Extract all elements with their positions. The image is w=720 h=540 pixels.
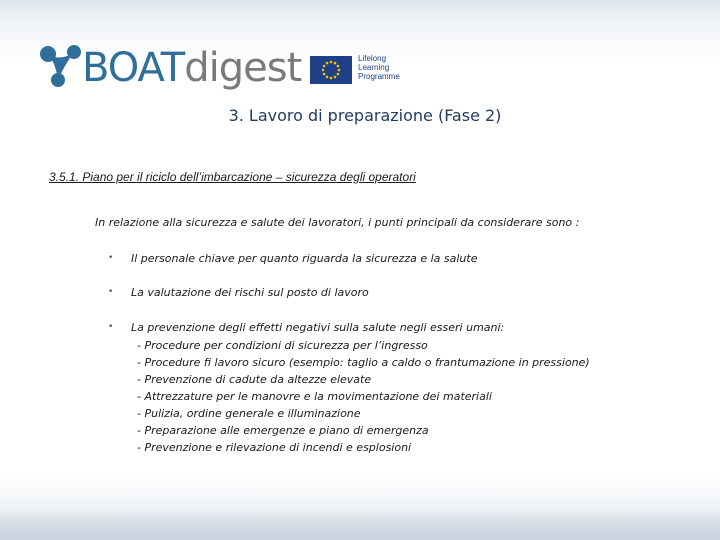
sub-list-item: - Pulizia, ordine generale e illuminazione (137, 407, 361, 420)
sub-list-item: - Prevenzione e rilevazione di incendi e esplosioni (137, 441, 412, 454)
sub-list-item: - Procedure per condizioni di sicurezza per l’ingresso (137, 339, 428, 352)
llp-line-3: Programme (358, 72, 400, 81)
llp-line-1: Lifelong (358, 54, 387, 63)
bullet-label: Il personale chiave per quanto riguarda la sicurezza e la salute (131, 252, 478, 265)
sub-list-item: - Procedure fi lavoro sicuro (esempio: taglio a caldo o frantumazione in pressione) (137, 356, 590, 369)
sub-list-item: - Attrezzature per le manovre e la movimentazione dei materiali (137, 390, 492, 403)
brand-prefix: BOAT (82, 45, 185, 91)
brand-wordmark (82, 44, 301, 92)
footer-band (0, 510, 720, 540)
bullet-marker: • (108, 287, 114, 297)
lifelong-learning-programme-label (358, 54, 400, 81)
slide-title: 3. Lavoro di preparazione (Fase 2) (228, 106, 502, 125)
eu-flag-icon (310, 56, 352, 84)
bullet-marker: • (108, 322, 114, 332)
section-heading: 3.5.1. Piano per il riciclo dell’imbarcazione – sicurezza degli operatori (49, 170, 416, 184)
header-band (0, 0, 720, 18)
bullet-label: La prevenzione degli effetti negativi sulla salute negli esseri umani: (131, 321, 505, 334)
sub-list (137, 337, 590, 456)
sub-list-item: - Preparazione alle emergenze e piano di emergenza (137, 424, 429, 437)
boatdigest-logo-icon (36, 42, 86, 92)
bullet-marker: • (108, 253, 114, 263)
bullet-label: La valutazione dei rischi sul posto di lavoro (131, 286, 369, 299)
intro-text: In relazione alla sicurezza e salute dei lavoratori, i punti principali da considerare sono : (95, 216, 580, 229)
llp-line-2: Learning (358, 63, 390, 72)
sub-list-item: - Prevenzione di cadute da altezze elevate (137, 373, 372, 386)
brand-suffix: digest (184, 45, 302, 91)
